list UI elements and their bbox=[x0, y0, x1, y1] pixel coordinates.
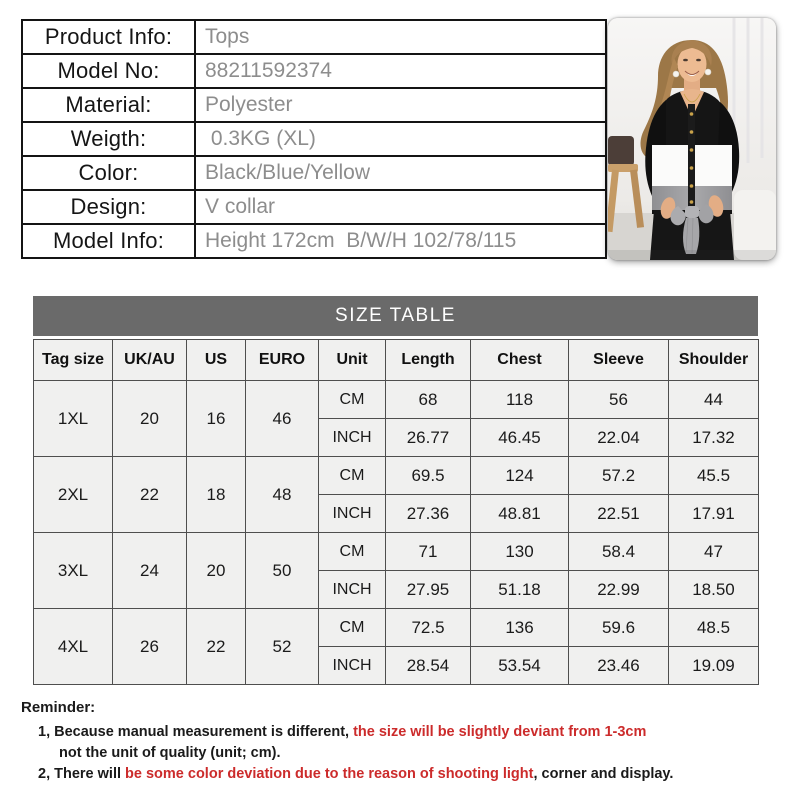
size-table-header-row bbox=[34, 340, 759, 381]
reminder-1-red-text: the size will be slightly deviant from 1-3cm bbox=[353, 723, 647, 740]
cell-us-2xl: 18 bbox=[187, 457, 246, 533]
info-row-model-info bbox=[22, 224, 606, 258]
cell-3xl-cm-length: 71 bbox=[386, 533, 471, 571]
cell-2xl-cm-shoulder: 45.5 bbox=[669, 457, 759, 495]
cell-unit-cm: CM bbox=[319, 457, 386, 495]
cell-ukau-1xl: 20 bbox=[113, 381, 187, 457]
cell-1xl-cm-chest: 118 bbox=[471, 381, 569, 419]
size-table-title: SIZE TABLE bbox=[33, 296, 758, 336]
cell-4xl-cm-chest: 136 bbox=[471, 609, 569, 647]
cell-ukau-4xl: 26 bbox=[113, 609, 187, 685]
cell-tag-2xl: 2XL bbox=[34, 457, 113, 533]
cell-3xl-cm-chest: 130 bbox=[471, 533, 569, 571]
cell-4xl-inch-length: 28.54 bbox=[386, 647, 471, 685]
reminder-item-1 bbox=[38, 722, 776, 743]
info-label-model-no: Model No: bbox=[22, 54, 195, 88]
product-photo bbox=[608, 18, 776, 260]
cell-unit-cm: CM bbox=[319, 381, 386, 419]
model-illustration bbox=[608, 18, 776, 260]
col-header-us: US bbox=[187, 340, 246, 381]
cell-1xl-inch-length: 26.77 bbox=[386, 419, 471, 457]
col-header-uk-au: UK/AU bbox=[113, 340, 187, 381]
cell-ukau-3xl: 24 bbox=[113, 533, 187, 609]
size-row-4xl-cm bbox=[34, 609, 759, 647]
cell-unit-cm: CM bbox=[319, 609, 386, 647]
cell-unit-inch: INCH bbox=[319, 495, 386, 533]
reminder-2-red-text: be some color deviation due to the reason of shooting light bbox=[125, 765, 534, 782]
size-row-1xl-cm bbox=[34, 381, 759, 419]
col-header-sleeve: Sleeve bbox=[569, 340, 669, 381]
reminder-1-text: 1, Because manual measurement is different, bbox=[38, 723, 354, 740]
info-value-model-no: 88211592374 bbox=[195, 54, 606, 88]
info-row-design bbox=[22, 190, 606, 224]
info-label-material: Material: bbox=[22, 88, 195, 122]
cell-tag-4xl: 4XL bbox=[34, 609, 113, 685]
col-header-length: Length bbox=[386, 340, 471, 381]
size-table bbox=[33, 339, 759, 685]
size-table-section bbox=[33, 296, 758, 685]
cell-tag-3xl: 3XL bbox=[34, 533, 113, 609]
size-row-3xl-cm bbox=[34, 533, 759, 571]
cell-euro-2xl: 48 bbox=[246, 457, 319, 533]
cell-2xl-inch-shoulder: 17.91 bbox=[669, 495, 759, 533]
size-row-2xl-cm bbox=[34, 457, 759, 495]
col-header-tag-size: Tag size bbox=[34, 340, 113, 381]
cell-1xl-inch-sleeve: 22.04 bbox=[569, 419, 669, 457]
cell-euro-3xl: 50 bbox=[246, 533, 319, 609]
cell-1xl-cm-sleeve: 56 bbox=[569, 381, 669, 419]
cell-unit-inch: INCH bbox=[319, 571, 386, 609]
cell-4xl-inch-shoulder: 19.09 bbox=[669, 647, 759, 685]
info-label-product: Product Info: bbox=[22, 20, 195, 54]
cell-euro-4xl: 52 bbox=[246, 609, 319, 685]
info-label-color: Color: bbox=[22, 156, 195, 190]
cell-1xl-inch-chest: 46.45 bbox=[471, 419, 569, 457]
cell-2xl-cm-chest: 124 bbox=[471, 457, 569, 495]
cell-us-1xl: 16 bbox=[187, 381, 246, 457]
info-row-product bbox=[22, 20, 606, 54]
cell-unit-cm: CM bbox=[319, 533, 386, 571]
info-value-weight: 0.3KG (XL) bbox=[195, 122, 606, 156]
info-row-material bbox=[22, 88, 606, 122]
cell-2xl-inch-length: 27.36 bbox=[386, 495, 471, 533]
col-header-unit: Unit bbox=[319, 340, 386, 381]
cell-3xl-inch-shoulder: 18.50 bbox=[669, 571, 759, 609]
reminder-section bbox=[21, 697, 776, 785]
cell-4xl-cm-shoulder: 48.5 bbox=[669, 609, 759, 647]
cell-4xl-inch-chest: 53.54 bbox=[471, 647, 569, 685]
reminder-heading: Reminder: bbox=[21, 699, 96, 716]
col-header-euro: EURO bbox=[246, 340, 319, 381]
cell-us-4xl: 22 bbox=[187, 609, 246, 685]
info-row-color bbox=[22, 156, 606, 190]
cell-4xl-cm-length: 72.5 bbox=[386, 609, 471, 647]
cell-1xl-cm-length: 68 bbox=[386, 381, 471, 419]
col-header-shoulder: Shoulder bbox=[669, 340, 759, 381]
cell-us-3xl: 20 bbox=[187, 533, 246, 609]
cell-unit-inch: INCH bbox=[319, 419, 386, 457]
reminder-2-text-a: 2, There will bbox=[38, 765, 126, 782]
cell-ukau-2xl: 22 bbox=[113, 457, 187, 533]
reminder-item-2 bbox=[38, 764, 776, 785]
info-value-design: V collar bbox=[195, 190, 606, 224]
cell-4xl-inch-sleeve: 23.46 bbox=[569, 647, 669, 685]
cell-3xl-inch-length: 27.95 bbox=[386, 571, 471, 609]
cell-2xl-cm-sleeve: 57.2 bbox=[569, 457, 669, 495]
cell-3xl-inch-sleeve: 22.99 bbox=[569, 571, 669, 609]
cell-1xl-cm-shoulder: 44 bbox=[669, 381, 759, 419]
info-label-model-info: Model Info: bbox=[22, 224, 195, 258]
info-label-weight: Weigth: bbox=[22, 122, 195, 156]
col-header-chest: Chest bbox=[471, 340, 569, 381]
cell-euro-1xl: 46 bbox=[246, 381, 319, 457]
cell-3xl-cm-sleeve: 58.4 bbox=[569, 533, 669, 571]
cell-2xl-inch-chest: 48.81 bbox=[471, 495, 569, 533]
cell-2xl-inch-sleeve: 22.51 bbox=[569, 495, 669, 533]
cell-3xl-inch-chest: 51.18 bbox=[471, 571, 569, 609]
product-info-table bbox=[21, 19, 607, 259]
cell-4xl-cm-sleeve: 59.6 bbox=[569, 609, 669, 647]
info-row-model-no bbox=[22, 54, 606, 88]
info-value-material: Polyester bbox=[195, 88, 606, 122]
cell-2xl-cm-length: 69.5 bbox=[386, 457, 471, 495]
reminder-item-1-line2: not the unit of quality (unit; cm). bbox=[59, 744, 281, 761]
info-row-weight bbox=[22, 122, 606, 156]
cell-tag-1xl: 1XL bbox=[34, 381, 113, 457]
info-value-color: Black/Blue/Yellow bbox=[195, 156, 606, 190]
info-value-model-info: Height 172cm B/W/H 102/78/115 bbox=[195, 224, 606, 258]
cell-3xl-cm-shoulder: 47 bbox=[669, 533, 759, 571]
cell-1xl-inch-shoulder: 17.32 bbox=[669, 419, 759, 457]
reminder-2-text-b: , corner and display. bbox=[533, 765, 674, 782]
cell-unit-inch: INCH bbox=[319, 647, 386, 685]
info-value-product: Tops bbox=[195, 20, 606, 54]
info-label-design: Design: bbox=[22, 190, 195, 224]
